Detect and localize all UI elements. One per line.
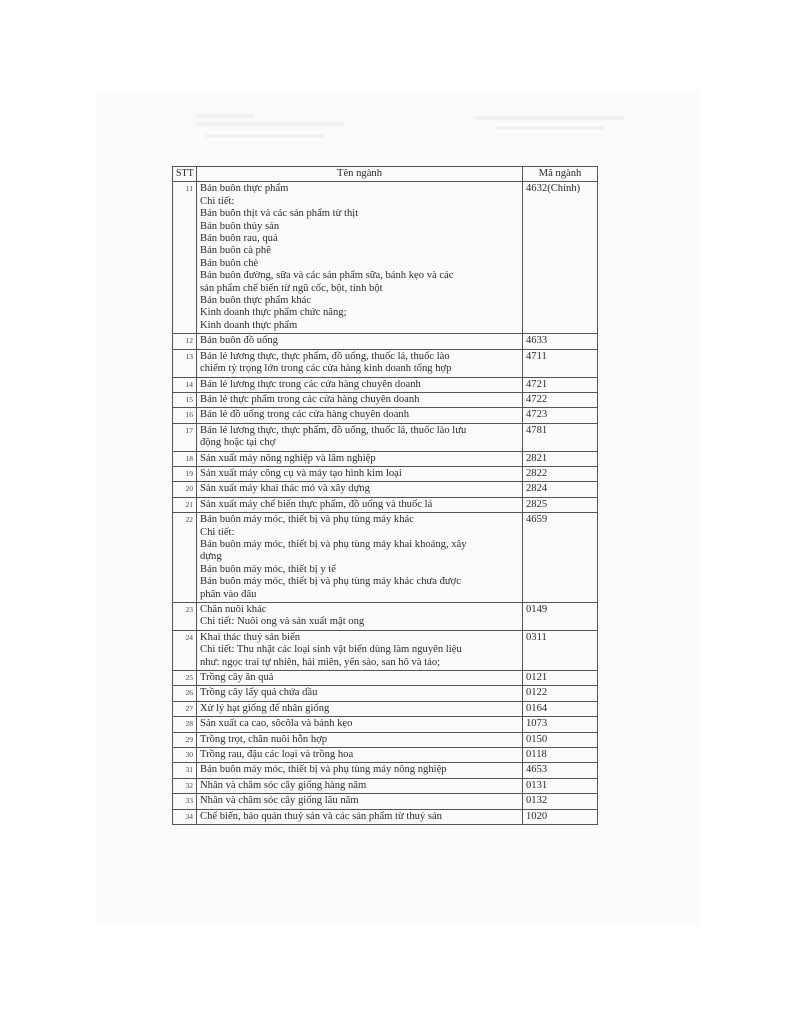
row-code: 4653 <box>523 763 598 778</box>
row-code: 0311 <box>523 630 598 670</box>
row-name <box>197 630 523 670</box>
row-name-line: Bán buôn máy móc, thiết bị và phụ tùng máy khai khoáng, xây <box>200 538 467 550</box>
row-code: 1020 <box>523 809 598 824</box>
faded-text-smudge <box>495 126 605 130</box>
row-stt: 34 <box>173 809 197 824</box>
row-name <box>197 451 523 466</box>
row-name <box>197 794 523 809</box>
row-name <box>197 466 523 481</box>
row-name-line: Sản xuất máy khai thác mỏ và xây dựng <box>200 483 370 495</box>
row-name-line: Bán buôn đường, sữa và các sản phẩm sữa, bánh kẹo và các <box>200 270 454 282</box>
row-code: 4711 <box>523 349 598 377</box>
table-row <box>173 748 598 763</box>
row-stt: 21 <box>173 497 197 512</box>
row-name-line: Trồng cây ăn quả <box>200 672 274 684</box>
table-row <box>173 451 598 466</box>
row-name <box>197 671 523 686</box>
table-body <box>173 182 598 825</box>
row-name <box>197 809 523 824</box>
row-name-line: Bán buôn thực phẩm <box>200 183 289 195</box>
row-stt: 11 <box>173 182 197 334</box>
row-name-line: Trồng rau, đậu các loại và trồng hoa <box>200 749 354 761</box>
table-row <box>173 778 598 793</box>
row-name-line: Bán lẻ thực phẩm trong các cửa hàng chuyên doanh <box>200 393 420 405</box>
row-name-line: Sản xuất máy nông nghiệp và lâm nghiệp <box>200 452 376 464</box>
row-name-line: Trồng cây lấy quả chứa dầu <box>200 687 318 699</box>
row-code: 4633 <box>523 334 598 349</box>
row-code: 0118 <box>523 748 598 763</box>
table-row <box>173 763 598 778</box>
row-name-line: Chi tiết: <box>200 526 235 538</box>
row-stt: 20 <box>173 482 197 497</box>
row-name-line: Chế biến, bảo quản thuỷ sản và các sản phẩm từ thuỷ sản <box>200 810 442 822</box>
row-code: 2825 <box>523 497 598 512</box>
row-name <box>197 334 523 349</box>
row-name-line: động hoặc tại chợ <box>200 437 276 449</box>
table-row <box>173 809 598 824</box>
table-row <box>173 334 598 349</box>
row-name <box>197 377 523 392</box>
row-name-line: Kinh doanh thực phẩm <box>200 319 298 331</box>
header-code: Mã ngành <box>523 167 598 182</box>
row-code: 0122 <box>523 686 598 701</box>
table-row <box>173 349 598 377</box>
row-stt: 28 <box>173 717 197 732</box>
row-name <box>197 732 523 747</box>
row-name-line: Khai thác thuỷ sản biển <box>200 631 301 643</box>
row-name-line: Sản xuất máy công cụ và máy tạo hình kim loại <box>200 467 402 479</box>
row-name-line: phân vào đâu <box>200 588 257 600</box>
row-stt: 15 <box>173 392 197 407</box>
row-name-line: Bán buôn thủy sản <box>200 220 280 232</box>
row-stt: 22 <box>173 513 197 603</box>
row-stt: 24 <box>173 630 197 670</box>
row-stt: 23 <box>173 603 197 631</box>
row-stt: 13 <box>173 349 197 377</box>
row-stt: 29 <box>173 732 197 747</box>
row-name <box>197 717 523 732</box>
row-name <box>197 603 523 631</box>
row-name <box>197 686 523 701</box>
row-code: 4723 <box>523 408 598 423</box>
row-name-line: Trồng trọt, chăn nuôi hỗn hợp <box>200 733 328 745</box>
row-code: 0121 <box>523 671 598 686</box>
faded-text-smudge <box>205 134 325 138</box>
table-header-row <box>173 167 598 182</box>
row-name <box>197 497 523 512</box>
row-name <box>197 513 523 603</box>
table-row <box>173 482 598 497</box>
row-code: 4721 <box>523 377 598 392</box>
row-name <box>197 408 523 423</box>
row-name <box>197 748 523 763</box>
row-stt: 19 <box>173 466 197 481</box>
table-row <box>173 466 598 481</box>
row-stt: 27 <box>173 701 197 716</box>
row-stt: 32 <box>173 778 197 793</box>
row-stt: 14 <box>173 377 197 392</box>
row-name <box>197 701 523 716</box>
row-name-line: Xử lý hạt giống để nhân giống <box>200 702 330 714</box>
row-name-line: Bán buôn máy móc, thiết bị và phụ tùng máy nông nghiệp <box>200 764 447 776</box>
row-name-line: Bán buôn rau, quả <box>200 233 278 245</box>
row-name-line: Bán buôn thực phẩm khác <box>200 295 312 307</box>
row-name-line: Bán buôn máy móc, thiết bị và phụ tùng máy khác chưa được <box>200 576 461 588</box>
table-row <box>173 392 598 407</box>
table-row <box>173 794 598 809</box>
row-code: 2821 <box>523 451 598 466</box>
row-name-line: Bán lẻ lương thực, thực phẩm, đồ uống, thuốc lá, thuốc lào lưu <box>200 424 467 436</box>
table-row <box>173 408 598 423</box>
row-stt: 12 <box>173 334 197 349</box>
row-name <box>197 778 523 793</box>
row-code: 4781 <box>523 423 598 451</box>
row-stt: 16 <box>173 408 197 423</box>
row-name-line: Nhân và chăm sóc cây giống hàng năm <box>200 779 367 791</box>
row-name-line: Kinh doanh thực phẩm chức năng; <box>200 307 347 319</box>
row-name <box>197 763 523 778</box>
business-lines-table <box>172 166 598 825</box>
row-stt: 31 <box>173 763 197 778</box>
row-code: 2824 <box>523 482 598 497</box>
row-name <box>197 482 523 497</box>
table-row <box>173 701 598 716</box>
row-name-line: Bán buôn đồ uống <box>200 335 278 347</box>
faded-text-smudge <box>195 114 255 118</box>
table-row <box>173 497 598 512</box>
row-stt: 30 <box>173 748 197 763</box>
header-name: Tên ngành <box>197 167 523 182</box>
row-name-line: Nhân và chăm sóc cây giống lâu năm <box>200 795 359 807</box>
row-stt: 26 <box>173 686 197 701</box>
row-name-line: sản phẩm chế biến từ ngũ cốc, bột, tinh bột <box>200 282 383 294</box>
row-name-line: chiếm tỷ trọng lớn trong các cửa hàng kinh doanh tổng hợp <box>200 363 452 375</box>
table-row <box>173 732 598 747</box>
row-name-line: Bán buôn thịt và các sản phẩm từ thịt <box>200 208 359 220</box>
row-code: 0149 <box>523 603 598 631</box>
row-name-line: Bán buôn chè <box>200 257 259 269</box>
row-stt: 18 <box>173 451 197 466</box>
row-name-line: Bán lẻ đồ uống trong các cửa hàng chuyên doanh <box>200 409 410 421</box>
row-code: 0132 <box>523 794 598 809</box>
row-name <box>197 349 523 377</box>
row-name-line: Bán lẻ lương thực trong các cửa hàng chuyên doanh <box>200 378 421 390</box>
header-stt: STT <box>173 167 197 182</box>
row-name <box>197 392 523 407</box>
table-row <box>173 603 598 631</box>
row-name-line: Chăn nuôi khác <box>200 604 267 615</box>
row-name <box>197 182 523 334</box>
table-row <box>173 513 598 603</box>
row-code: 0150 <box>523 732 598 747</box>
row-name-line: Bán buôn cà phê <box>200 245 271 257</box>
row-name-line: Chi tiết: <box>200 195 235 207</box>
row-code: 0164 <box>523 701 598 716</box>
row-code: 4632(Chính) <box>523 182 598 334</box>
row-name-line: Chi tiết: Thu nhặt các loại sinh vật biển dùng làm nguyên liệu <box>200 644 462 656</box>
row-name-line: Sản xuất ca cao, sôcôla và bánh kẹo <box>200 718 353 730</box>
table-row <box>173 377 598 392</box>
table-row <box>173 671 598 686</box>
row-code: 0131 <box>523 778 598 793</box>
table-row <box>173 630 598 670</box>
row-name <box>197 423 523 451</box>
row-code: 4659 <box>523 513 598 603</box>
row-name-line: Sản xuất máy chế biến thực phẩm, đồ uống và thuốc lá <box>200 498 433 510</box>
faded-text-smudge <box>195 122 345 126</box>
row-stt: 25 <box>173 671 197 686</box>
table-row <box>173 423 598 451</box>
row-name-line: Chi tiết: Nuôi ong và sản xuất mật ong <box>200 616 365 628</box>
faded-text-smudge <box>475 116 625 120</box>
row-code: 1073 <box>523 717 598 732</box>
row-name-line: như: ngọc trai tự nhiên, hải miên, yến sào, san hô và tảo; <box>200 656 441 668</box>
row-stt: 33 <box>173 794 197 809</box>
row-name-line: Bán buôn máy móc, thiết bị y tế <box>200 563 336 575</box>
table-row <box>173 717 598 732</box>
row-name-line: Bán buôn máy móc, thiết bị và phụ tùng máy khác <box>200 514 414 526</box>
row-code: 4722 <box>523 392 598 407</box>
table-row <box>173 182 598 334</box>
row-stt: 17 <box>173 423 197 451</box>
row-name-line: dựng <box>200 551 222 563</box>
row-name-line: Bán lẻ lương thực, thực phẩm, đồ uống, thuốc lá, thuốc lào <box>200 350 450 362</box>
table-row <box>173 686 598 701</box>
row-code: 2822 <box>523 466 598 481</box>
